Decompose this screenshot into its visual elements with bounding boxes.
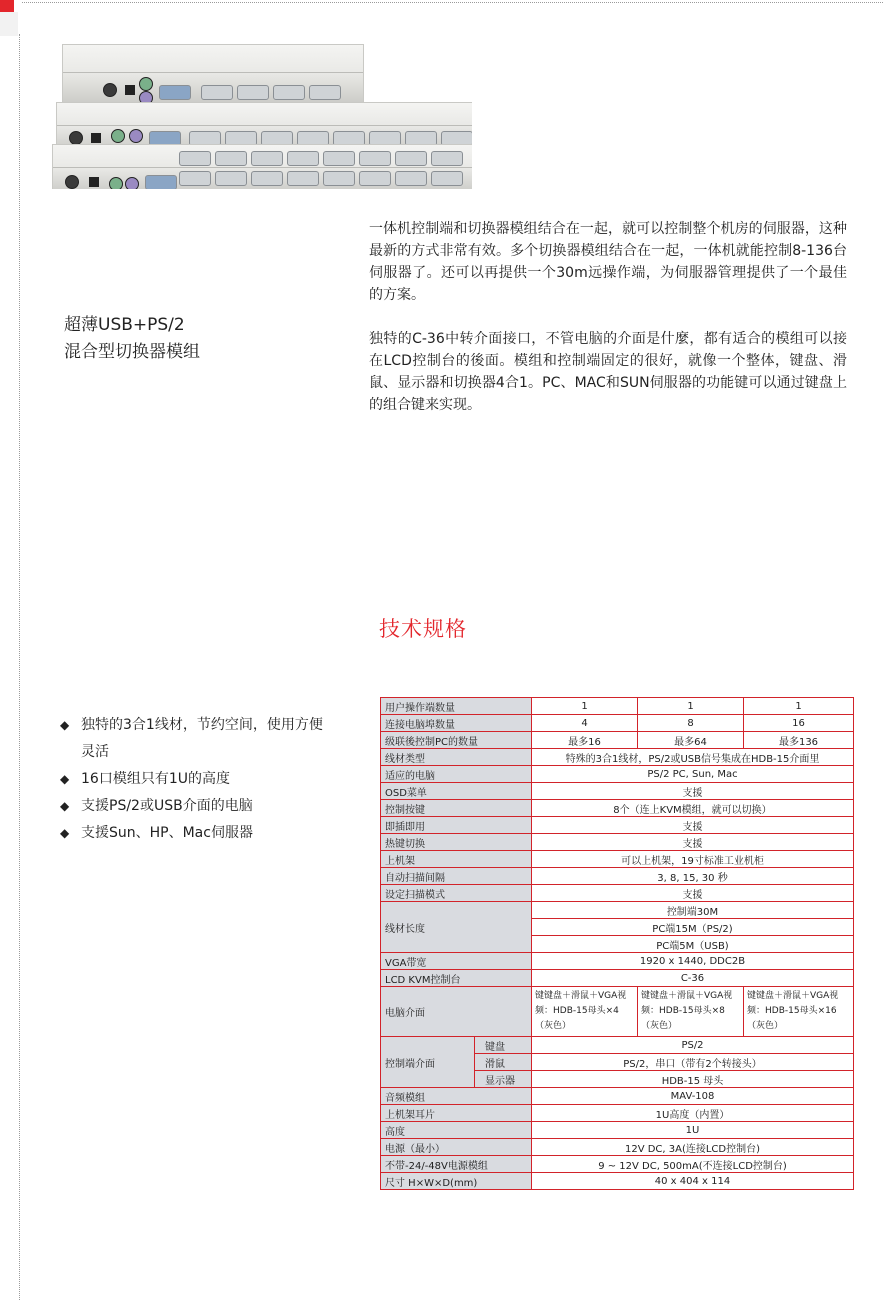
product-name-line: 混合型切换器模组 (64, 342, 200, 362)
spec-label: 级联後控制PC的数量 (381, 732, 532, 749)
feature-item (60, 793, 330, 820)
table-row (381, 1173, 854, 1190)
intro-paragraph: 一体机控制端和切换器模组结合在一起，就可以控制整个机房的伺服器，这种最新的方式非常有效。多个切换器模组结合在一起，一体机就能控制8-136台伺服器了。还可以再提供一个30m远操作端，为伺服器管理提供了一个最佳的方案。 (369, 221, 847, 303)
table-row (381, 732, 854, 749)
spec-value: 可以上机架，19寸标准工业机柜 (532, 851, 854, 868)
spec-value: 9 ~ 12V DC, 500mA(不连接LCD控制台) (532, 1156, 854, 1173)
page-margin-band (0, 12, 18, 36)
spec-label: 高度 (381, 1122, 532, 1139)
spec-value: 支援 (532, 817, 854, 834)
spec-sublabel: 键盘 (475, 1037, 532, 1054)
spec-label: 连接电脑埠数量 (381, 715, 532, 732)
table-row (381, 715, 854, 732)
spec-value: 12V DC, 3A(连接LCD控制台) (532, 1139, 854, 1156)
spec-value: 最多16 (532, 732, 638, 749)
table-row (381, 987, 854, 1037)
spec-label: 音频模组 (381, 1088, 532, 1105)
spec-value: 1 (638, 698, 744, 715)
feature-text: 支援Sun、HP、Mac伺服器 (81, 825, 253, 841)
spec-value: 1 (532, 698, 638, 715)
feature-text: 16口模组只有1U的高度 (81, 771, 230, 787)
table-row (381, 1037, 854, 1054)
spec-value: PC端5M（USB) (532, 936, 854, 953)
spec-value: 1U (532, 1122, 854, 1139)
table-row (381, 851, 854, 868)
product-photo (52, 36, 472, 189)
product-name (64, 312, 200, 366)
diamond-bullet-icon: ◆ (60, 826, 70, 840)
product-name-line: 超薄USB+PS/2 (64, 315, 185, 335)
spec-value: HDB-15 母头 (532, 1071, 854, 1088)
spec-value: PC端15M（PS/2) (532, 919, 854, 936)
kvm-unit-4port (62, 44, 364, 108)
spec-label: 尺寸 H×W×D(mm) (381, 1173, 532, 1190)
table-row (381, 1156, 854, 1173)
feature-item (60, 766, 330, 793)
spec-value: 控制端30M (532, 902, 854, 919)
spec-table (380, 697, 854, 1190)
spec-section-title: 技术规格 (379, 617, 467, 641)
intro-paragraph: 独特的C-36中转介面接口，不管电脑的介面是什麼，都有适合的模组可以接在LCD控制台的後面。模组和控制端固定的很好，就像一个整体，键盘、滑鼠、显示器和切换器4合1。PC、MAC和SUN伺服器的功能键可以通过键盘上的组合键来实现。 (369, 331, 847, 413)
spec-value: PS/2，串口（带有2个转接头） (532, 1054, 854, 1071)
spec-value: 特殊的3合1线材，PS/2或USB信号集成在HDB-15介面里 (532, 749, 854, 766)
spec-label: 用户操作端数量 (381, 698, 532, 715)
spec-value: 支援 (532, 783, 854, 800)
table-row (381, 698, 854, 715)
diamond-bullet-icon: ◆ (60, 772, 70, 786)
feature-text: 独特的3合1线材，节约空间，使用方便灵活 (81, 717, 323, 760)
diamond-bullet-icon: ◆ (60, 799, 70, 813)
table-row (381, 885, 854, 902)
spec-value: 1U高度（内置） (532, 1105, 854, 1122)
spec-label: 电源（最小） (381, 1139, 532, 1156)
spec-value: 键键盘＋滑鼠＋VGA视频：HDB-15母头×16（灰色） (744, 987, 854, 1037)
spec-label: 自动扫描间隔 (381, 868, 532, 885)
spec-value: 4 (532, 715, 638, 732)
feature-list (60, 712, 330, 847)
spec-label: 上机架耳片 (381, 1105, 532, 1122)
spec-value: MAV-108 (532, 1088, 854, 1105)
spec-value: 1920 x 1440, DDC2B (532, 953, 854, 970)
table-row (381, 817, 854, 834)
spec-label: 控制按键 (381, 800, 532, 817)
spec-label: 设定扫描模式 (381, 885, 532, 902)
spec-label: 控制端介面 (381, 1037, 475, 1088)
spec-label: VGA带宽 (381, 953, 532, 970)
table-row (381, 953, 854, 970)
top-dotted-rule (22, 2, 883, 3)
spec-value: C-36 (532, 970, 854, 987)
left-dotted-rule (19, 34, 20, 1300)
table-row (381, 834, 854, 851)
spec-sublabel: 滑鼠 (475, 1054, 532, 1071)
table-row (381, 800, 854, 817)
spec-value: 支援 (532, 834, 854, 851)
spec-value: 最多64 (638, 732, 744, 749)
spec-label: LCD KVM控制台 (381, 970, 532, 987)
kvm-unit-16port (52, 144, 472, 189)
table-row (381, 868, 854, 885)
spec-value: 16 (744, 715, 854, 732)
spec-label: 不带-24/-48V电源模组 (381, 1156, 532, 1173)
spec-value: 支援 (532, 885, 854, 902)
spec-label: OSD菜单 (381, 783, 532, 800)
table-row (381, 970, 854, 987)
spec-value: 键键盘＋滑鼠＋VGA视频：HDB-15母头×4（灰色） (532, 987, 638, 1037)
spec-value: 40 x 404 x 114 (532, 1173, 854, 1190)
spec-value: PS/2 PC, Sun, Mac (532, 766, 854, 783)
feature-text: 支援PS/2或USB介面的电脑 (81, 798, 253, 814)
spec-label: 线材类型 (381, 749, 532, 766)
table-row (381, 749, 854, 766)
table-row (381, 783, 854, 800)
spec-value: 8个（连上KVM模组，就可以切换） (532, 800, 854, 817)
feature-item (60, 820, 330, 847)
spec-label: 电脑介面 (381, 987, 532, 1037)
spec-label: 适应的电脑 (381, 766, 532, 783)
spec-label: 即插即用 (381, 817, 532, 834)
spec-value: 键键盘＋滑鼠＋VGA视频：HDB-15母头×8（灰色） (638, 987, 744, 1037)
table-row (381, 902, 854, 919)
spec-label: 热键切换 (381, 834, 532, 851)
table-row (381, 1105, 854, 1122)
spec-sublabel: 显示器 (475, 1071, 532, 1088)
spec-label: 线材长度 (381, 902, 532, 953)
spec-value: 最多136 (744, 732, 854, 749)
spec-value: 8 (638, 715, 744, 732)
spec-label: 上机架 (381, 851, 532, 868)
page-corner-marker (0, 0, 14, 12)
table-row (381, 1122, 854, 1139)
intro-text (369, 218, 847, 438)
spec-value: PS/2 (532, 1037, 854, 1054)
table-row (381, 1139, 854, 1156)
table-row (381, 766, 854, 783)
feature-item (60, 712, 330, 766)
diamond-bullet-icon: ◆ (60, 718, 70, 732)
table-row (381, 1088, 854, 1105)
spec-value: 1 (744, 698, 854, 715)
spec-value: 3, 8, 15, 30 秒 (532, 868, 854, 885)
